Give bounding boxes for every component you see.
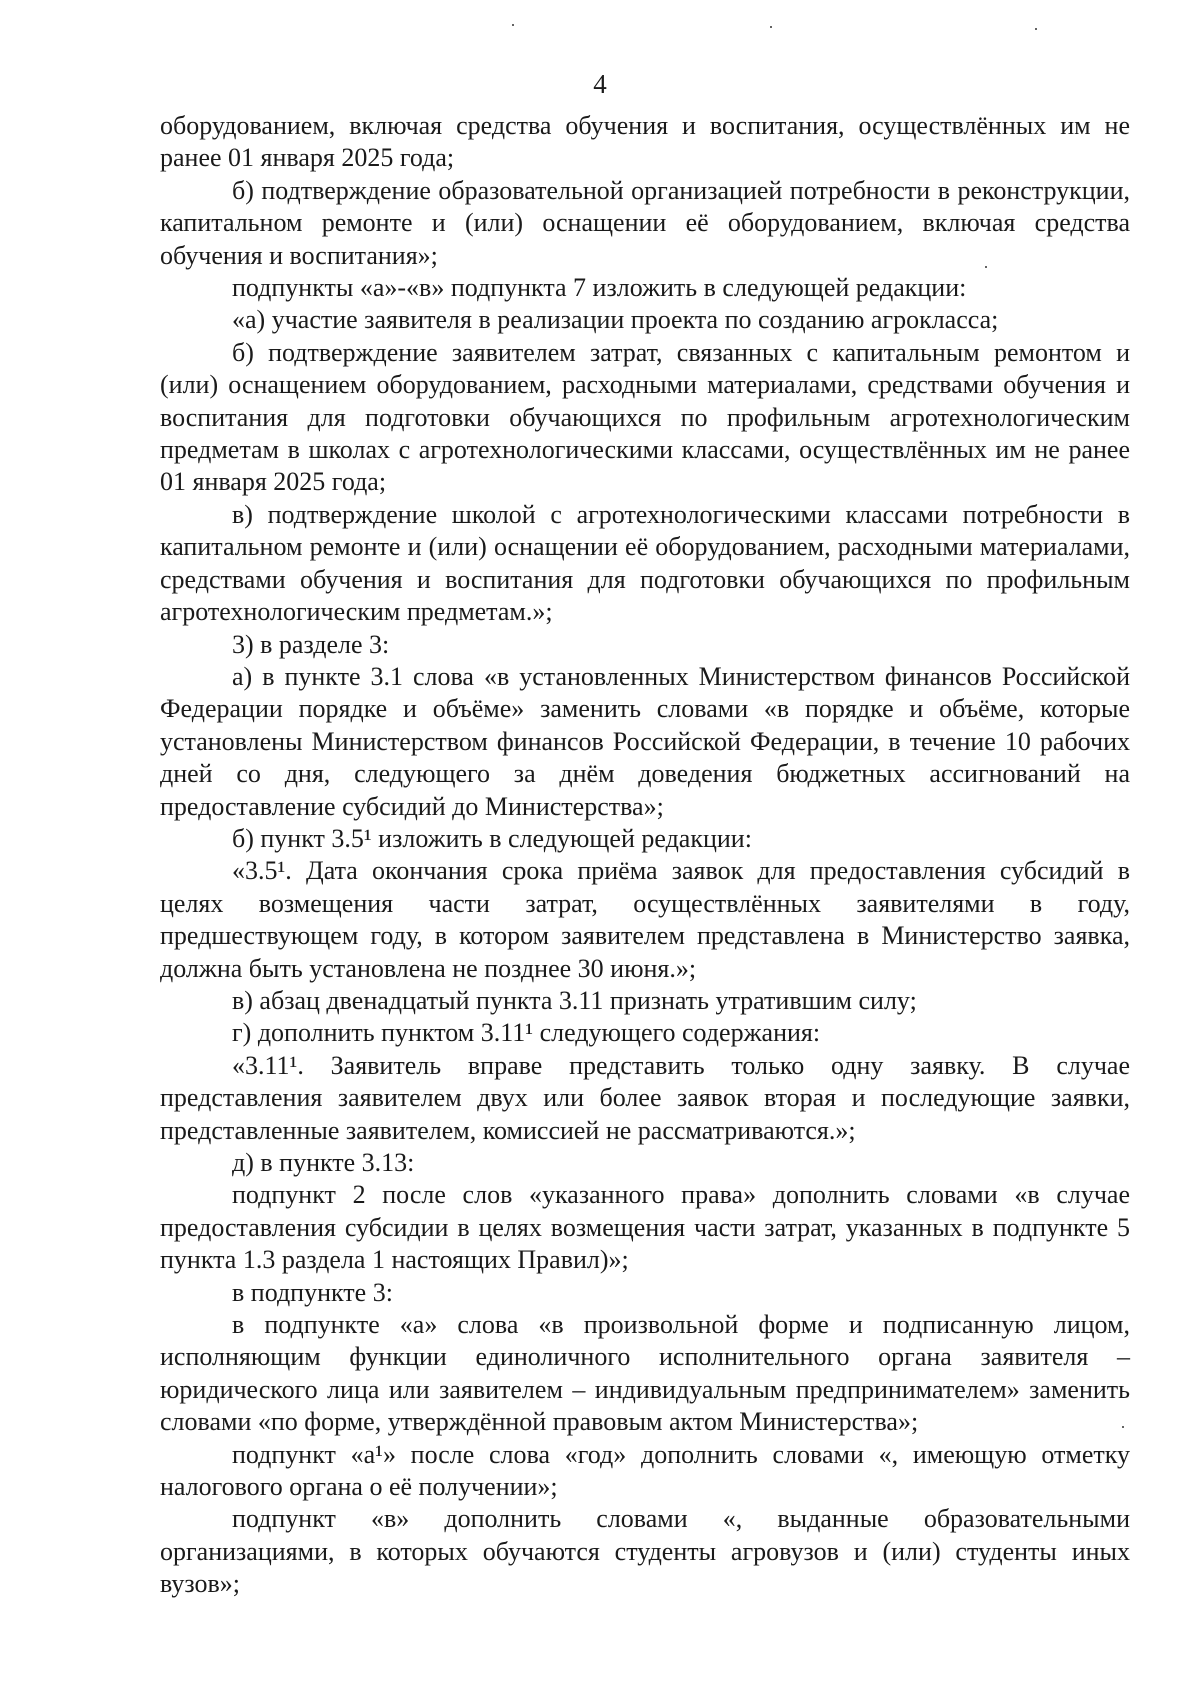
paragraph: д) в пункте 3.13: (232, 1148, 415, 1177)
paragraph: в подпункте 3: (232, 1277, 393, 1307)
paragraph: подпункт «а¹» после слова «год» дополнить словами «, имеющую отметку налогового органа о её получении»; (160, 1439, 1130, 1502)
paragraph: г) дополнить пунктом 3.11¹ следующего содержания: (232, 1018, 821, 1048)
paragraph: подпункт 2 после слов «указанного права» дополнить словами «в случае предоставления субсидии в целях возмещения части затрат, указанных в подпункте 5 пункта 1.3 раздела 1 настоящих Правил)»; (160, 1180, 1130, 1275)
paragraph: «3.11¹. Заявитель вправе представить только одну заявку. В случае представления заявителем двух или более заявок вторая и последующие заявки, представленные заявителем, комиссией не рассматриваются.»; (160, 1050, 1130, 1145)
paragraph: а) в пункте 3.1 слова «в установленных Министерством финансов Российской Федерации порядке и объёме» заменить словами «в порядке и объёме, которые установлены Министерством финансов Российской Федерации, в течение 10 рабочих дней со дня, следующего за днём доведения бюджетных ассигнований на предоставление субсидий до Министерства»; (160, 661, 1130, 821)
paragraph: «а) участие заявителя в реализации проекта по созданию агрокласса; (232, 305, 999, 335)
paragraph: б) подтверждение заявителем затрат, связанных с капитальным ремонтом и (или) оснащением оборудованием, расходными материалами, средствами обучения и воспитания для подготовки обучающихся по профильным агротехнологическим предметам в школах с агротехнологическими классами, осуществлённых им не ранее 01 января 2025 года; (160, 337, 1130, 497)
paragraph: б) пункт 3.5¹ изложить в следующей редакции: (232, 823, 752, 853)
paragraph: в) подтверждение школой с агротехнологическими классами потребности в капитальном ремонте и (или) оснащении её оборудованием, расходными материалами, средствами обучения и воспитания для подготовки обучающихся по профильным агротехнологическим предметам.»; (160, 499, 1130, 627)
scan-speck (770, 26, 772, 28)
paragraph: подпункт «в» дополнить словами «, выданные образовательными организациями, в которых обучаются студенты агровузов и (или) студенты иных вузов»; (160, 1504, 1130, 1599)
document-body (160, 110, 1130, 1601)
page-number: 4 (593, 69, 607, 99)
paragraph: оборудованием, включая средства обучения и воспитания, осуществлённых им не ранее 01 января 2025 года; (160, 111, 1130, 173)
scan-speck (1035, 28, 1037, 30)
paragraph: «3.5¹. Дата окончания срока приёма заявок для предоставления субсидий в целях возмещения части затрат, осуществлённых заявителями в году, предшествующем году, в котором заявителем представлена в Министерство заявка, должна быть установлена не позднее 30 июня.»; (160, 856, 1130, 983)
paragraph: в подпункте «а» слова «в произвольной форме и подписанную лицом, исполняющим функции единоличного исполнительного органа заявителя – юридического лица или заявителем – индивидуальным предпринимателем» заменить словами «по форме, утверждённой правовым актом Министерства»; (160, 1310, 1130, 1437)
paragraph: 3) в разделе 3: (232, 629, 390, 659)
paragraph: в) абзац двенадцатый пункта 3.11 признать утратившим силу; (232, 985, 917, 1015)
paragraph: б) подтверждение образовательной организацией потребности в реконструкции, капитальном ремонте и (или) оснащении её оборудованием, включая средства обучения и воспитания»; (160, 175, 1130, 270)
paragraph: подпункты «а»-«в» подпункта 7 изложить в следующей редакции: (232, 273, 967, 303)
scan-speck (512, 24, 514, 26)
